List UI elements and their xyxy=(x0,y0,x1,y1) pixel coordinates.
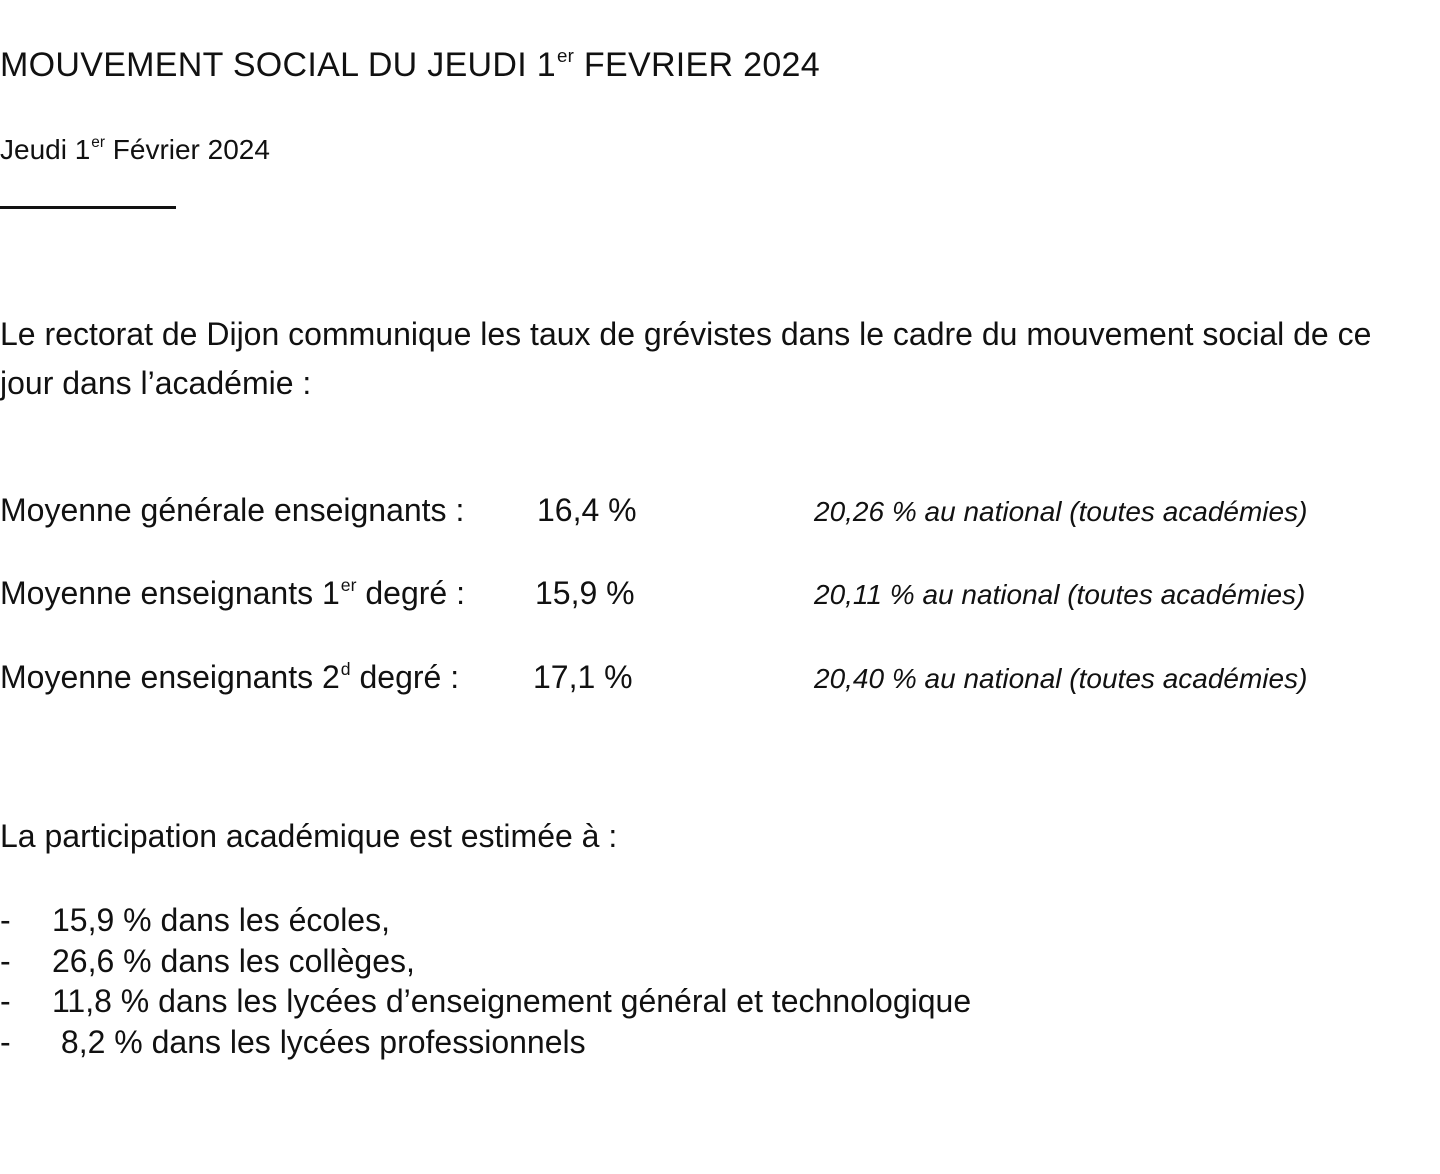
rate-label-prefix: Moyenne générale enseignants : xyxy=(0,492,465,528)
dash-bullet: - xyxy=(0,983,11,1019)
rate-label-ordinal: er xyxy=(340,574,357,595)
date-ordinal-suffix: er xyxy=(91,134,105,152)
dash-bullet: - xyxy=(0,902,11,938)
date-underline-divider xyxy=(0,206,176,209)
document-date xyxy=(0,134,270,166)
rate-label xyxy=(0,659,459,696)
rate-national-comparison: 20,11 % au national (toutes académies) xyxy=(814,579,1306,610)
list-item-text: 26,6 % dans les collèges, xyxy=(52,942,415,979)
rate-label-suffix: degré : xyxy=(356,575,465,611)
list-item xyxy=(0,981,1400,1022)
rate-value: 17,1 % xyxy=(533,659,633,695)
title-prefix: MOUVEMENT SOCIAL DU JEUDI 1 xyxy=(0,46,556,84)
document-title xyxy=(0,46,820,85)
rate-row-second-degree xyxy=(0,659,1440,699)
rate-row-first-degree xyxy=(0,575,1440,615)
rate-row-general xyxy=(0,492,1440,532)
rate-national-comparison: 20,26 % au national (toutes académies) xyxy=(814,496,1308,527)
rate-value: 15,9 % xyxy=(535,575,635,611)
rate-label-prefix: Moyenne enseignants 1 xyxy=(0,575,340,611)
title-suffix: FEVRIER 2024 xyxy=(574,46,820,84)
list-item xyxy=(0,1022,1400,1063)
intro-paragraph: Le rectorat de Dijon communique les taux de grévistes dans le cadre du mouvement social de ce jour dans l’académie : xyxy=(0,316,1372,401)
dash-bullet: - xyxy=(0,942,11,979)
rate-label-prefix: Moyenne enseignants 2 xyxy=(0,659,340,695)
list-item-text: 15,9 % dans les écoles, xyxy=(52,902,390,938)
dash-bullet: - xyxy=(0,1023,11,1060)
date-suffix: Février 2024 xyxy=(104,134,270,165)
participation-list xyxy=(0,900,1400,1062)
rate-label xyxy=(0,575,465,612)
rate-label-ordinal: d xyxy=(340,658,351,679)
rate-national-comparison: 20,40 % au national (toutes académies) xyxy=(814,663,1308,694)
participation-heading: La participation académique est estimée à : xyxy=(0,818,618,854)
list-item xyxy=(0,941,1400,982)
rate-value: 16,4 % xyxy=(537,492,637,528)
list-item xyxy=(0,900,1400,941)
rate-label-suffix: degré : xyxy=(350,659,460,695)
rate-label xyxy=(0,492,465,529)
list-item-text: 11,8 % dans les lycées d’enseignement général et technologique xyxy=(52,983,972,1019)
date-prefix: Jeudi 1 xyxy=(0,134,91,165)
title-ordinal-suffix: er xyxy=(556,44,575,66)
list-item-text: 8,2 % dans les lycées professionnels xyxy=(52,1023,586,1060)
